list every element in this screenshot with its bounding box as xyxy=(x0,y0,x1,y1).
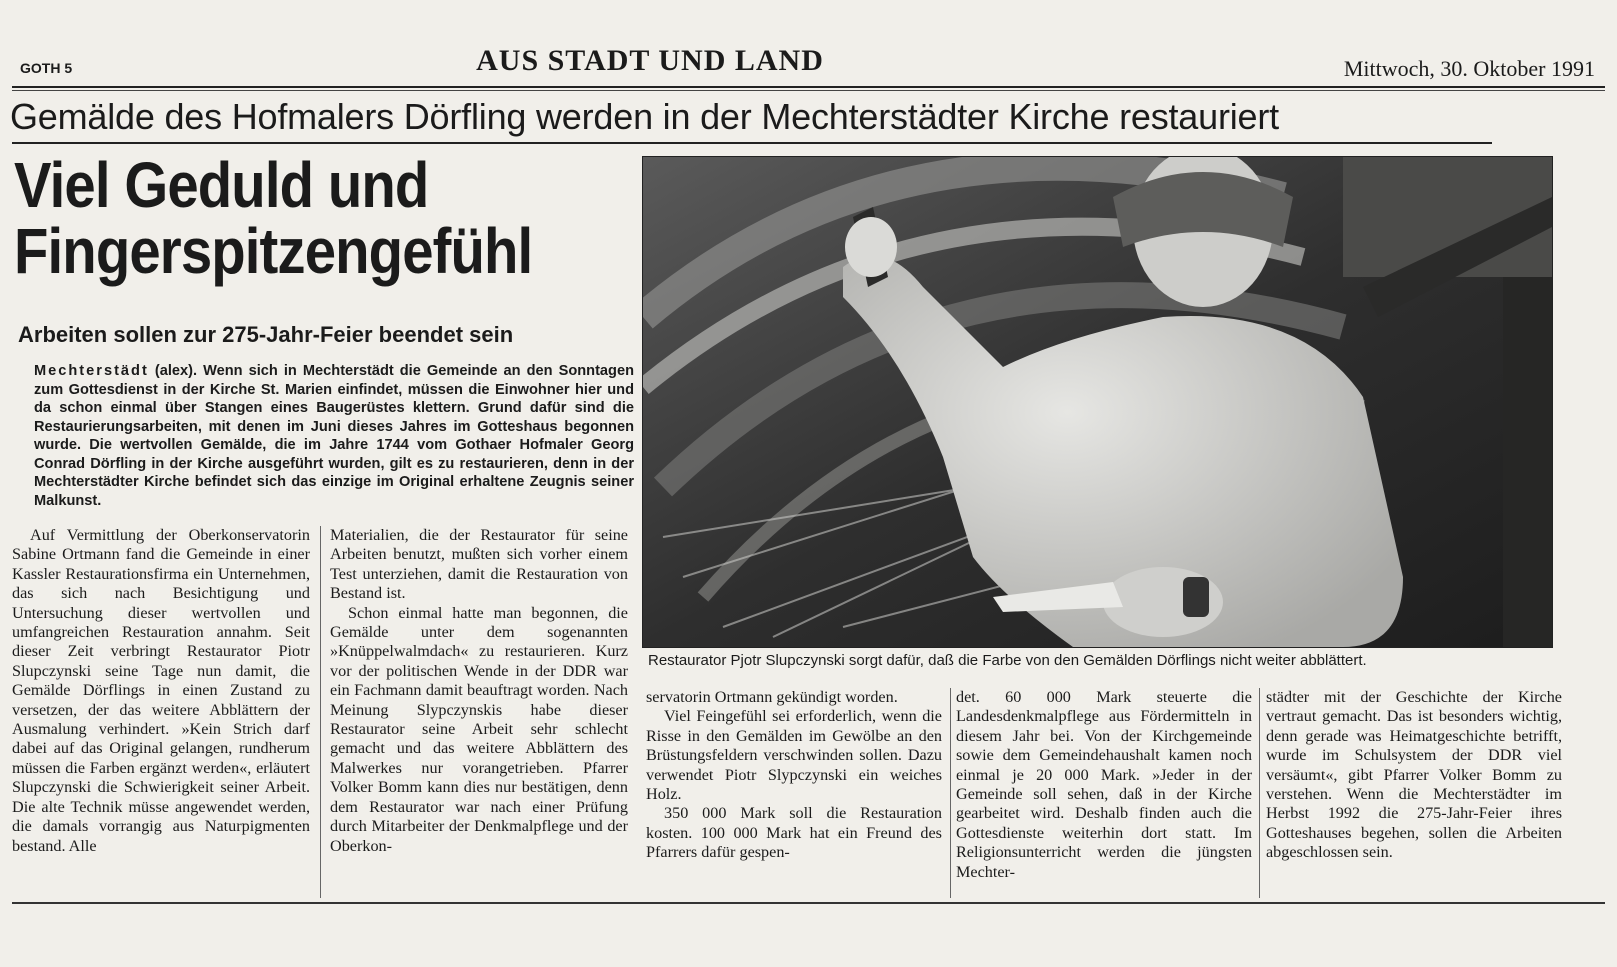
paragraph: Viel Feingefühl sei erforderlich, wenn die Risse in den Gemälden im Gewölbe an den Brüstungsfeldern verschwinden sollen. Dazu verwendet Piotr Slypczynski ein weiches Holz. xyxy=(646,707,942,804)
headline-line-2: Fingerspitzengefühl xyxy=(14,215,533,287)
adjacent-page-edge xyxy=(1560,150,1617,880)
text-column-1 xyxy=(12,526,310,856)
article-lead xyxy=(34,362,634,510)
issue-date: Mittwoch, 30. Oktober 1991 xyxy=(1343,56,1595,81)
paragraph: Auf Vermittlung der Oberkonservatorin Sabine Ortmann fand die Gemeinde in einer Kassler Restaurationsfirma ein Unternehmen, das sich nach Besichtigung und Untersuchung dieser wertvollen und umfangreichen Restauration annahm. Seit dieser Zeit verbringt Restaurator Piotr Slupczynski seine Tage nun damit, die Gemälde Dörflings in einen Zustand zu versetzen, der das weitere Abblättern der Ausmalung verhindert. »Kein Strich darf dabei auf das Original gelangen, rundherum müssen die Farben ergänzt werden«, erläutert Slupczynski die Schwierigkeit seiner Arbeit. Die alte Technik müsse angewendet werden, die damals vorrangig aus Naturpigmenten bestand. Alle xyxy=(12,526,310,855)
section-title: AUS STADT UND LAND xyxy=(476,44,824,77)
paragraph: Schon einmal hatte man begonnen, die Gemälde unter dem sogenannten »Knüppelwalmdach« zu restaurieren. Kurz vor der politischen Wende in der DDR war ein Fachmann damit beauftragt worden. Nach Meinung Slypczynskis habe dieser Restaurator seine Arbeit sehr schlecht gemacht und das weitere Abblättern des Malwerkes nur vorangetrieben. Pfarrer Volker Bomm kann dies nur bestätigen, denn dem Restaurator war nach einer Prüfung durch Mitarbeiter der Denkmalpflege und der Oberkon- xyxy=(330,603,628,855)
paragraph: 350 000 Mark soll die Restauration kosten. 100 000 Mark hat ein Freund des Pfarrers dafür gespen- xyxy=(646,804,942,862)
text-column-5 xyxy=(1266,688,1562,863)
section-code: GOTH 5 xyxy=(20,60,73,76)
text-column-2 xyxy=(330,526,628,856)
lead-place: Mechterstädt xyxy=(34,363,149,379)
article-photo xyxy=(642,156,1553,648)
article-headline xyxy=(14,149,577,287)
article-overline: Gemälde des Hofmalers Dörfling werden in der Mechterstädter Kirche restauriert xyxy=(10,96,1279,137)
paragraph: städter mit der Geschichte der Kirche vertraut gemacht. Das ist besonders wichtig, denn gerade was Heimatgeschichte betrifft, wurde im Schulsystem der DDR viel versäumt«, gibt Pfarrer Volker Bomm zu verstehen. Wenn die Mechterstädter im Herbst 1992 die 275-Jahr-Feier ihres Gotteshauses begehen, sollen die Arbeiten abgeschlossen sein. xyxy=(1266,688,1562,862)
lead-text: (alex). Wenn sich in Mechterstädt die Gemeinde an den Sonntagen zum Gottesdienst in der Kirche St. Marien einfindet, müssen die Einwohner hier und da schon einmal über Stangen eines Baugerüstes klettern. Grund dafür sind die Restaurierungsarbeiten, mit denen im Juni dieses Jahres im Gotteshaus begonnen wurde. Die wertvollen Gemälde, die im Jahre 1744 vom Gothaer Hofmaler Georg Conrad Dörfling in der Kirche ausgeführt wurden, gilt es zu restaurieren, denn in der Mechterstädter Kirche befindet sich das einzige im Original erhaltene Zeugnis seiner Malkunst. xyxy=(34,363,634,509)
restorer-photo-illustration xyxy=(643,157,1552,647)
column-divider xyxy=(950,688,951,898)
bottom-rule xyxy=(12,902,1605,904)
text-column-4 xyxy=(956,688,1252,882)
article-subheadline: Arbeiten sollen zur 275-Jahr-Feier beendet sein xyxy=(18,322,514,347)
column-divider xyxy=(320,526,321,898)
header-rule-thin xyxy=(12,90,1605,91)
headline-line-1: Viel Geduld und xyxy=(14,149,429,221)
column-divider xyxy=(1259,688,1260,898)
paragraph: det. 60 000 Mark steuerte die Landesdenkmalpflege aus Fördermitteln in diesem Jahr bei. Von der Kirchgemeinde sowie dem Gemeindehaushalt kamen noch einmal je 20 000 Mark. »Jeder in der Gemeinde soll sehen, daß in der Kirche gearbeitet wird. Deshalb finden auch die Gottesdienste weiterhin dort statt. Im Religionsunterricht werden die jüngsten Mechter- xyxy=(956,688,1252,881)
header-rule xyxy=(12,86,1605,88)
text-column-3 xyxy=(646,688,942,863)
paragraph: servatorin Ortmann gekündigt worden. xyxy=(646,688,898,706)
paragraph: Materialien, die der Restaurator für seine Arbeiten benutzt, mußten sich vorher einem Test unterziehen, damit die Restauration von Bestand ist. xyxy=(330,526,628,603)
overline-rule xyxy=(12,142,1492,144)
photo-caption: Restaurator Pjotr Slupczynski sorgt dafür, daß die Farbe von den Gemälden Dörflings nicht weiter abblättert. xyxy=(648,652,1367,669)
